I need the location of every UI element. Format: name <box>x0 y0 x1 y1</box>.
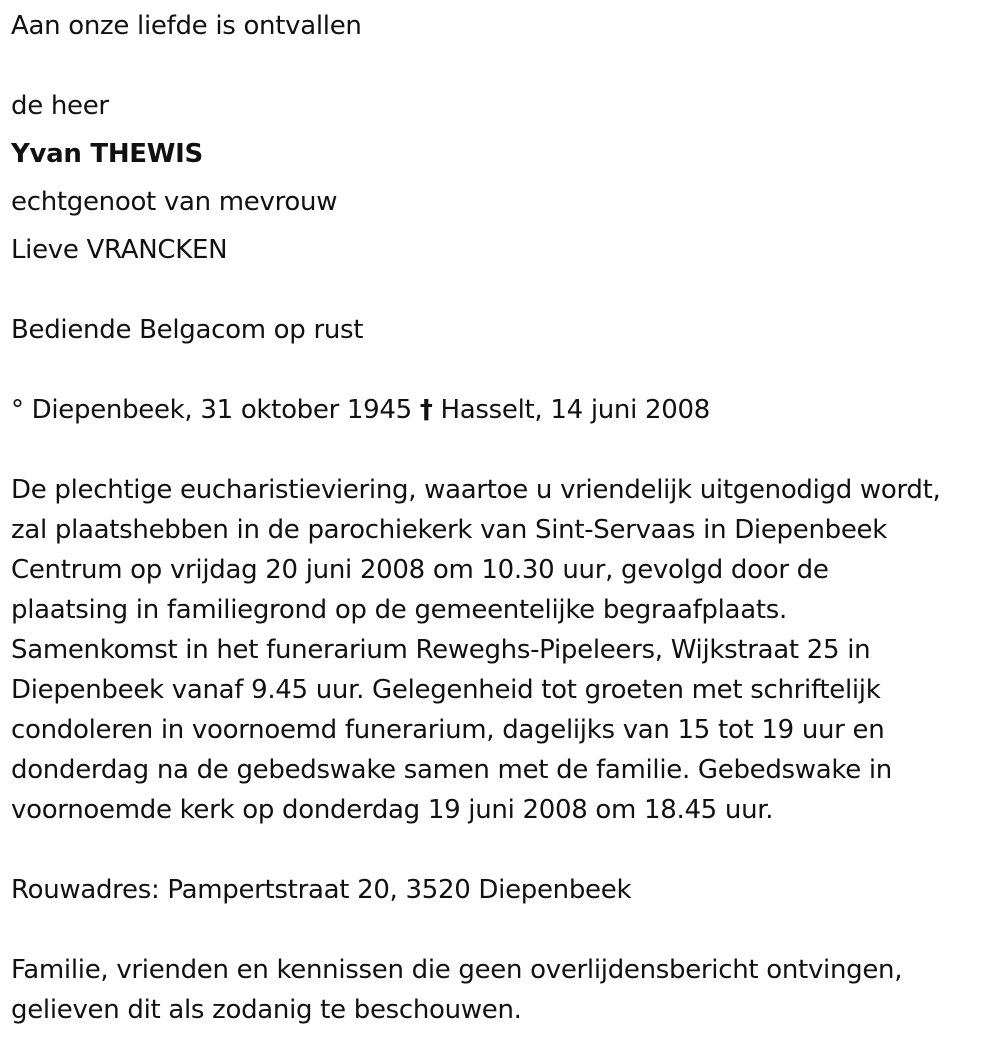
ceremony-line: Samenkomst in het funerarium Reweghs-Pipeleers, Wijkstraat 25 in <box>11 635 871 665</box>
salutation-text: de heer <box>11 91 109 121</box>
ceremony-line: De plechtige eucharistieviering, waartoe u vriendelijk uitgenodigd wordt, <box>11 475 941 505</box>
cross-icon: † <box>419 395 433 425</box>
ceremony-line: Centrum op vrijdag 20 juni 2008 om 10.30 uur, gevolgd door de <box>11 555 829 585</box>
closing-line: gelieven dit als zodanig te beschouwen. <box>11 995 522 1025</box>
ceremony-line: donderdag na de gebedswake samen met de familie. Gebedswake in <box>11 755 892 785</box>
spacer <box>11 830 996 870</box>
death-notice <box>11 0 996 1030</box>
deceased-name: Yvan THEWIS <box>11 139 203 169</box>
spacer <box>11 430 996 470</box>
spacer <box>11 910 996 950</box>
ceremony-paragraph <box>11 470 996 830</box>
spouse-name: Lieve VRANCKEN <box>11 235 228 265</box>
occupation-text: Bediende Belgacom op rust <box>11 315 364 345</box>
spacer <box>11 46 996 86</box>
closing-line: Familie, vrienden en kennissen die geen overlijdensbericht ontvingen, <box>11 955 903 985</box>
spacer <box>11 350 996 390</box>
spacer <box>11 278 996 310</box>
ceremony-line: Diepenbeek vanaf 9.45 uur. Gelegenheid tot groeten met schriftelijk <box>11 675 881 705</box>
intro-text: Aan onze liefde is ontvallen <box>11 11 362 41</box>
ceremony-line: voornoemde kerk op donderdag 19 juni 2008 om 18.45 uur. <box>11 795 774 825</box>
ceremony-line: plaatsing in familiegrond op de gemeentelijke begraafplaats. <box>11 595 787 625</box>
ceremony-line: zal plaatshebben in de parochiekerk van Sint-Servaas in Diepenbeek <box>11 515 887 545</box>
life-dates <box>11 390 996 430</box>
ceremony-line: condoleren in voornoemd funerarium, dagelijks van 15 tot 19 uur en <box>11 715 885 745</box>
closing-paragraph <box>11 950 996 1030</box>
death-date: Hasselt, 14 juni 2008 <box>440 395 710 425</box>
birth-date: ° Diepenbeek, 31 oktober 1945 <box>11 395 412 425</box>
mourning-address: Rouwadres: Pampertstraat 20, 3520 Diepenbeek <box>11 875 632 905</box>
spouse-relation-text: echtgenoot van mevrouw <box>11 187 338 217</box>
